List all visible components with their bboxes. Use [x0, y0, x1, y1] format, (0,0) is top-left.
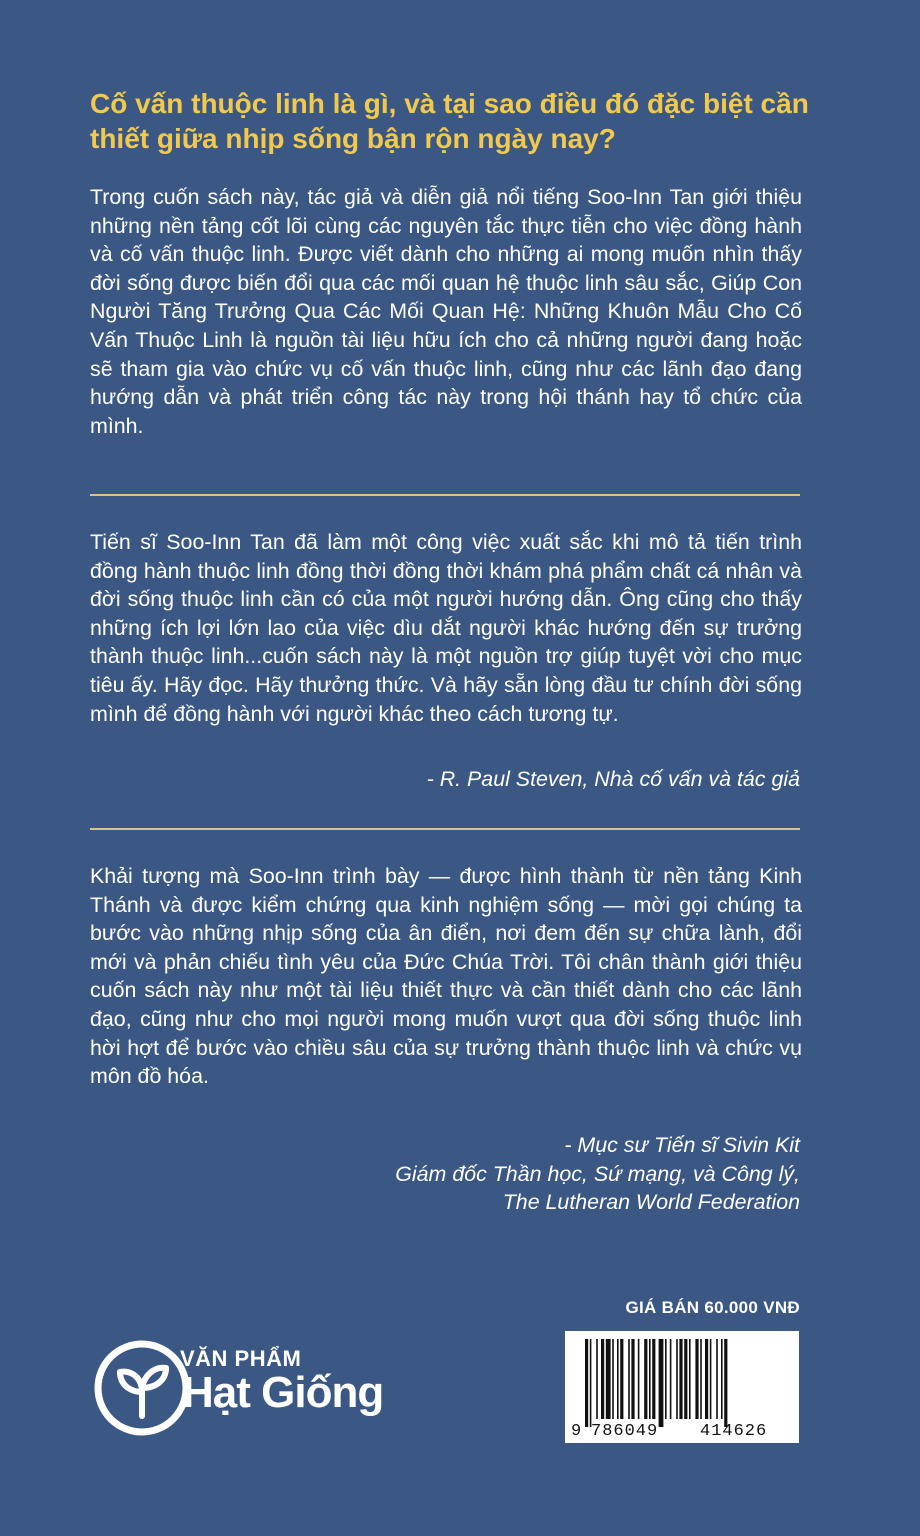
endorsement-attribution	[395, 1131, 800, 1217]
logo-main-text: Hạt Giống	[182, 1368, 384, 1417]
sprout-icon	[92, 1338, 192, 1438]
isbn-barcode	[565, 1331, 799, 1443]
publisher-logo	[92, 1338, 442, 1438]
logo-top-text: VĂN PHẨM	[180, 1346, 302, 1371]
attribution-line: Giám đốc Thần học, Sứ mạng, và Công lý,	[395, 1161, 800, 1186]
divider	[90, 828, 800, 830]
endorsement-quote: Tiến sĩ Soo-Inn Tan đã làm một công việc xuất sắc khi mô tả tiến trình đồng hành thuộc linh đồng thời đồng thời khám phá phẩm chất cá nhân và đời sống thuộc linh cần có của một người hướng dẫn. Ông cũng cho thấy những ích lợi lớn lao của việc dìu dắt người khác hướng đến sự trưởng thành thuộc linh...cuốn sách này là một nguồn trợ giúp tuyệt vời cho mục tiêu ấy. Hãy đọc. Hãy thưởng thức. Và hãy sẵn lòng đầu tư chính đời sống mình để đồng hành với người khác theo cách tương tự.	[90, 530, 802, 726]
intro-paragraph: Trong cuốn sách này, tác giả và diễn giả nổi tiếng Soo-Inn Tan giới thiệu những nền tảng cốt lõi cùng các nguyên tắc thực tiễn cho việc đồng hành và cố vấn thuộc linh. Được viết dành cho những ai mong muốn nhìn thấy đời sống được biến đổi qua các mối quan hệ thuộc linh sâu sắc, Giúp Con Người Tăng Trưởng Qua Các Mối Quan Hệ: Những Khuôn Mẫu Cho Cố Vấn Thuộc Linh là nguồn tài liệu hữu ích cho cả những người đang hoặc sẽ tham gia vào chức vụ cố vấn thuộc linh, cũng như các lãnh đạo đang hướng dẫn và phát triển công tác này trong hội thánh hay tổ chức của mình.	[90, 185, 802, 438]
isbn-group-right: 414626	[700, 1422, 768, 1441]
attribution-line: The Lutheran World Federation	[502, 1190, 800, 1215]
endorsement-attribution	[427, 765, 800, 794]
isbn-group-left: 786049	[591, 1422, 659, 1441]
attribution-line: - R. Paul Steven, Nhà cố vấn và tác giả	[426, 767, 800, 791]
price-label: GIÁ BÁN 60.000 VNĐ	[625, 1298, 800, 1317]
attribution-line: - Mục sư Tiến sĩ Sivin Kit	[564, 1133, 800, 1157]
divider	[90, 494, 800, 496]
endorsement-quote: Khải tượng mà Soo-Inn trình bày — được hình thành từ nền tảng Kinh Thánh và được kiểm chứng qua kinh nghiệm sống — mời gọi chúng ta bước vào những nhịp sống của ân điển, nơi đem đến sự chữa lành, đổi mới và phản chiếu tình yêu của Đức Chúa Trời. Tôi chân thành giới thiệu cuốn sách này như một tài liệu thiết thực và cần thiết dành cho các lãnh đạo, cũng như cho mọi người mong muốn vượt qua đời sống thuộc linh hời hợt để bước vào chiều sâu của sự trưởng thành thuộc linh và chức vụ môn đồ hóa.	[90, 864, 802, 1089]
cover-heading: Cố vấn thuộc linh là gì, và tại sao điều đó đặc biệt cần thiết giữa nhịp sống bận rộn ngày nay?	[90, 88, 809, 154]
isbn-first-digit: 9	[571, 1422, 583, 1441]
